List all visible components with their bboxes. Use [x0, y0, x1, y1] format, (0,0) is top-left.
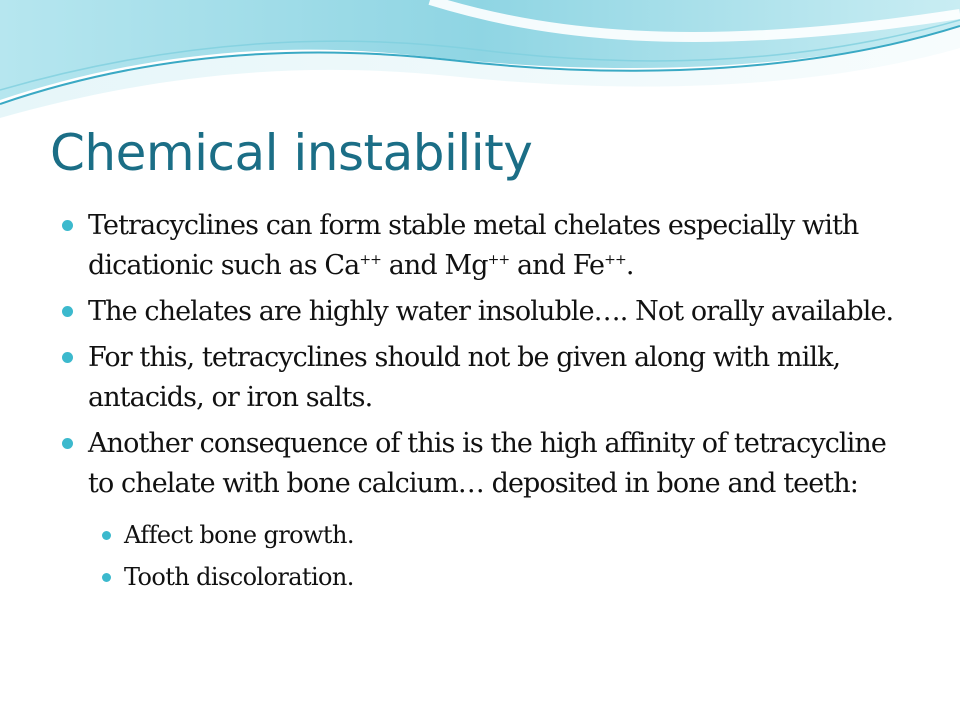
- bullet-text-part: and Mg: [381, 250, 488, 281]
- bullet-text: Another consequence of this is the high affinity of tetracycline to chelate with bone calcium… deposited in bone and teeth:: [88, 428, 886, 499]
- sub-bullet-text: Affect bone growth.: [124, 521, 354, 549]
- sub-bullet-icon: [102, 531, 111, 540]
- superscript-charge: ++: [604, 252, 626, 268]
- bullet-item-bone-affinity: [62, 424, 902, 504]
- bullet-text-part: and Fe: [509, 250, 605, 281]
- sub-bullet-text: Tooth discoloration.: [124, 563, 354, 591]
- bullet-icon: [62, 352, 73, 363]
- bullet-icon: [62, 438, 73, 449]
- sub-bullet-item-bone-growth: [100, 514, 902, 556]
- sub-bullet-item-tooth-discoloration: [100, 556, 902, 598]
- bullet-item-chelates: [62, 206, 902, 286]
- sub-bullet-list: [62, 514, 902, 598]
- header-wave-decoration: [0, 0, 960, 120]
- bullet-item-avoid-milk: [62, 338, 902, 418]
- bullet-text: The chelates are highly water insoluble…. Not orally available.: [88, 296, 894, 327]
- bullet-icon: [62, 306, 73, 317]
- bullet-text: For this, tetracyclines should not be given along with milk, antacids, or iron salts.: [88, 342, 841, 413]
- bullet-item-insoluble: [62, 292, 902, 332]
- slide-title: Chemical instability: [50, 124, 533, 182]
- bullet-text-part: .: [625, 250, 634, 281]
- superscript-charge: ++: [359, 252, 382, 268]
- bullet-icon: [62, 220, 73, 231]
- bullet-list: [62, 206, 902, 598]
- sub-bullet-icon: [102, 573, 111, 582]
- superscript-charge: ++: [487, 252, 510, 268]
- bullet-text-part: Tetracyclines can form stable metal chelates especially with dicationic such as Ca: [88, 210, 859, 281]
